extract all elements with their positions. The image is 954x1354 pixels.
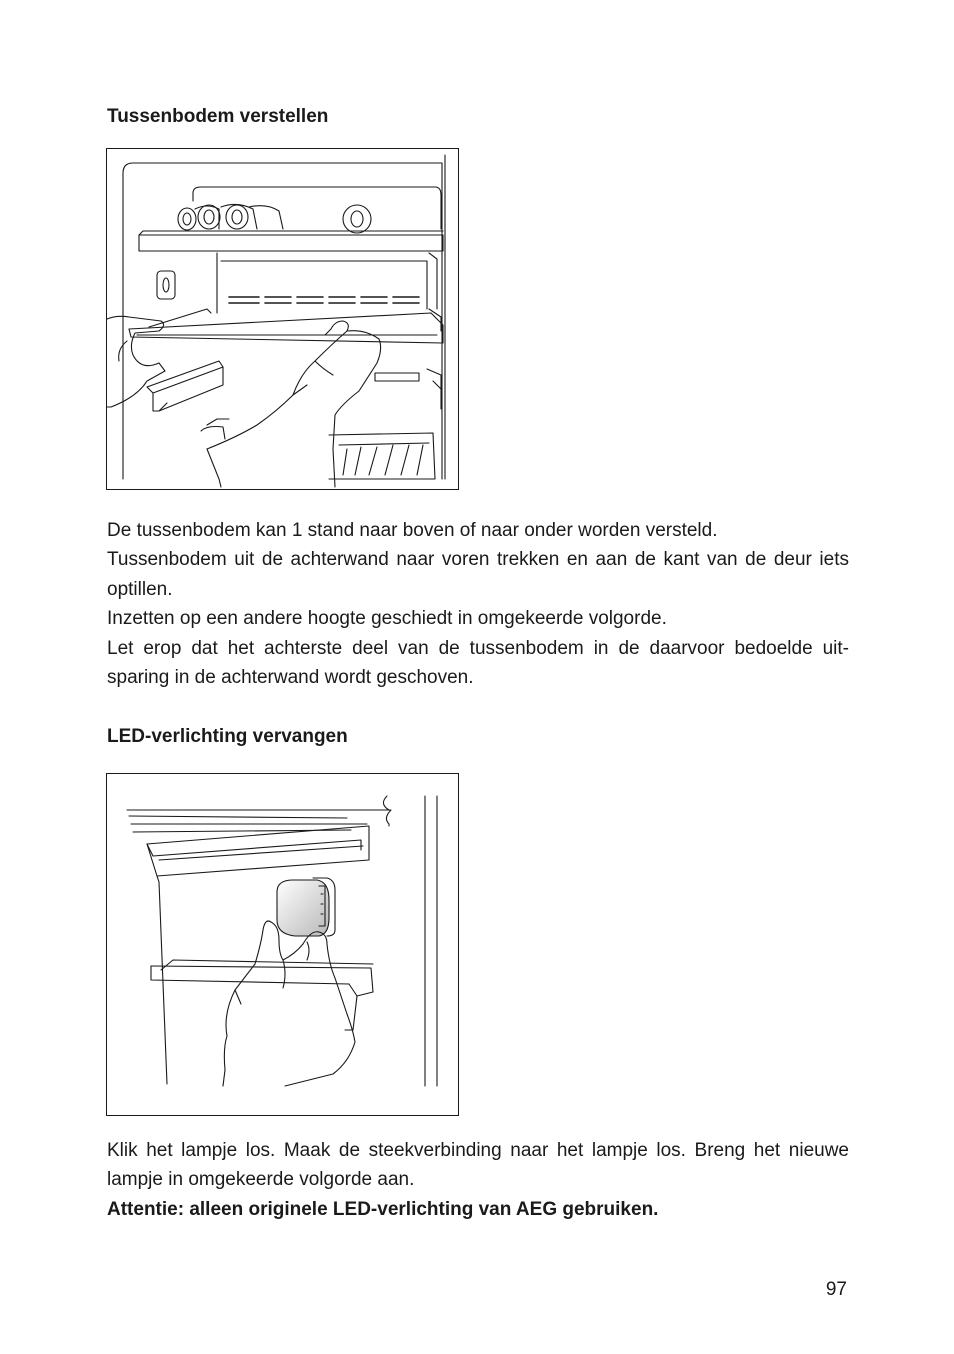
paragraph: Tussenbodem uit de achterwand naar voren trekken en aan de kant van de deur iets optillen. — [107, 549, 849, 600]
warning-text: Attentie: alleen originele LED-verlichting van AEG gebruiken. — [107, 1198, 659, 1220]
led-replacement-illustration — [106, 773, 459, 1116]
paragraph: De tussenbodem kan 1 stand naar boven of naar onder worden versteld. — [107, 520, 718, 541]
shelf-adjustment-illustration — [106, 148, 459, 490]
section-heading-led: LED-verlichting vervangen — [107, 726, 348, 747]
paragraph: Let erop dat het achterste deel van de tussenbodem in de daarvoor bedoelde uit-sparing in de achterwand wordt geschoven. — [107, 637, 849, 689]
section-heading-shelf: Tussenbodem verstellen — [107, 106, 329, 127]
paragraph: Inzetten op een andere hoogte geschiedt in omgekeerde volgorde. — [107, 608, 667, 630]
paragraph: Klik het lampje los. Maak de steekverbinding naar het lampje los. Breng het nieuwe lampje in omgekeerde volgorde aan. — [107, 1140, 849, 1191]
shelf-instructions — [107, 516, 849, 692]
led-instructions — [107, 1136, 849, 1224]
page-number: 97 — [825, 1279, 847, 1300]
